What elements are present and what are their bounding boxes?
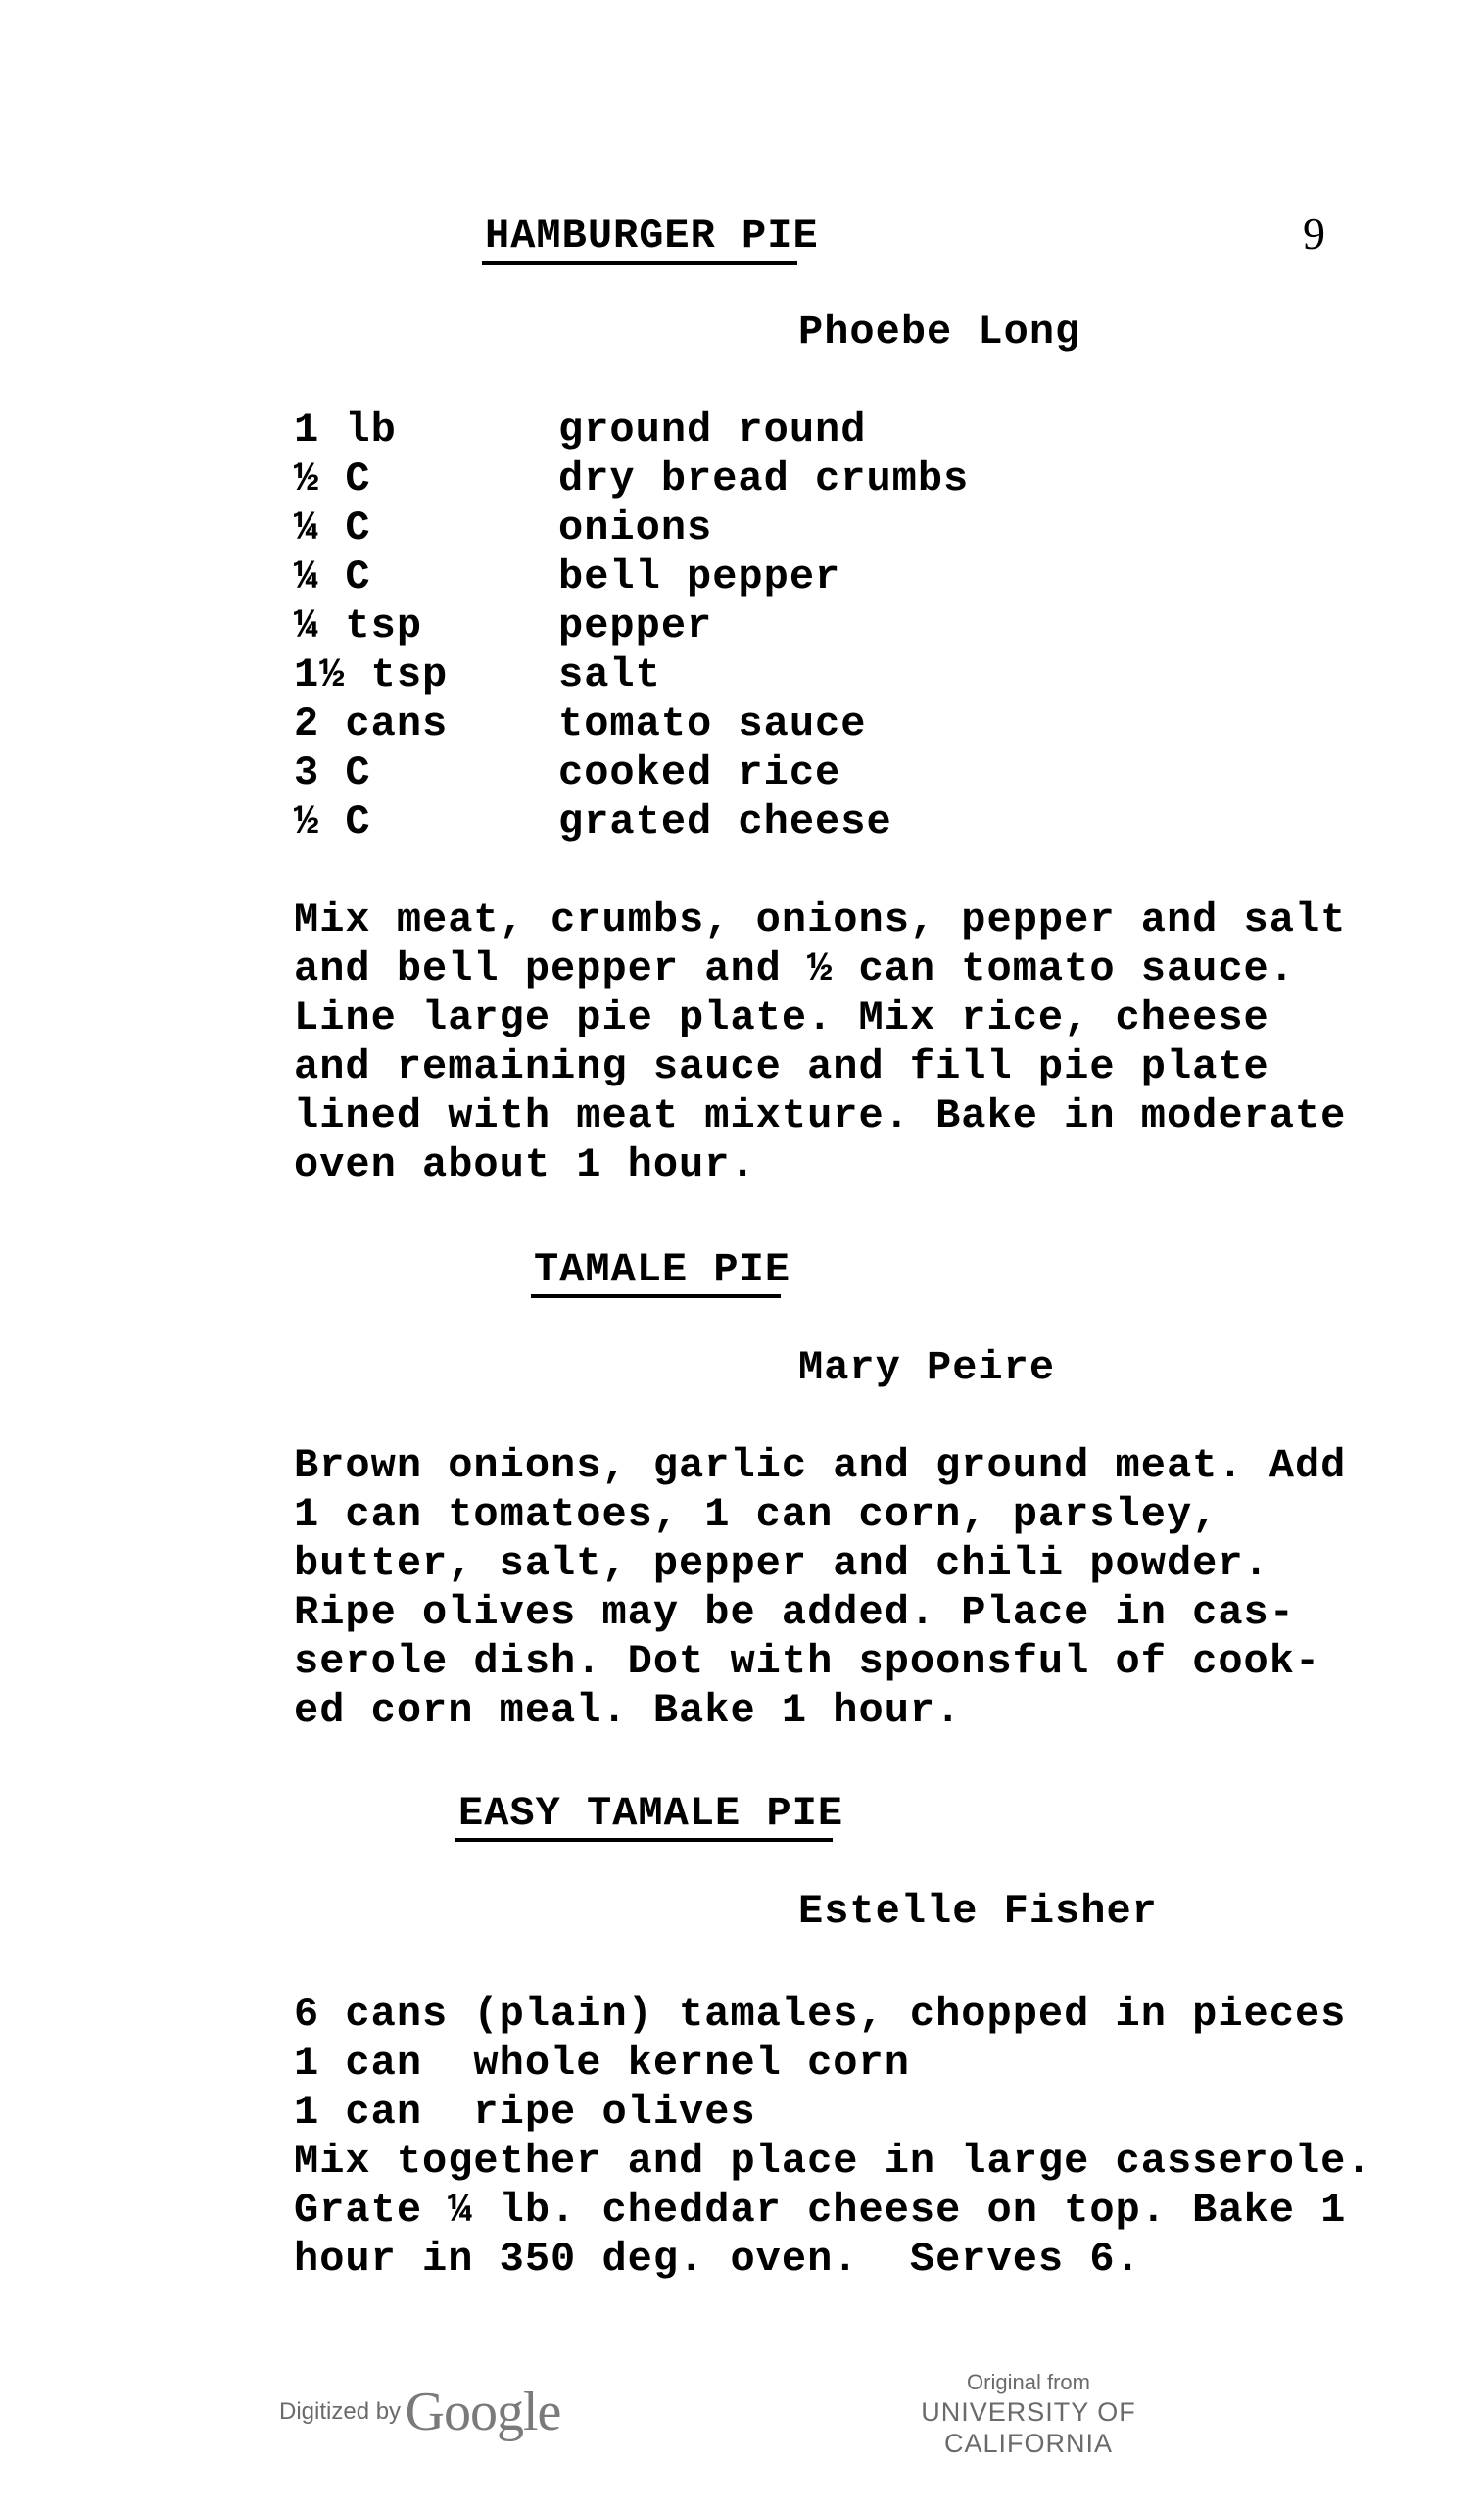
direction-line: Mix together and place in large casserole. [294,2138,1372,2185]
ingredient-qty: ¼ C [294,505,371,552]
direction-line: butter, salt, pepper and chili powder. [294,1540,1269,1587]
ingredient-item: salt [558,651,661,699]
direction-line: 1 can whole kernel corn [294,2040,910,2087]
direction-line: Brown onions, garlic and ground meat. Add [294,1442,1347,1489]
ingredient-item: grated cheese [558,798,892,845]
recipe-title: EASY TAMALE PIE [458,1790,844,1837]
title-underline [531,1294,781,1298]
google-logo: Google [405,2382,561,2442]
recipe-title: TAMALE PIE [534,1246,791,1293]
direction-line: lined with meat mixture. Bake in moderate [294,1092,1347,1139]
ingredient-qty: 3 C [294,749,371,796]
ingredient-qty: 1½ tsp [294,651,449,699]
ingredient-qty: ¼ C [294,554,371,601]
digitized-by-label: Digitized by [279,2398,402,2425]
ingredient-item: onions [558,505,713,552]
recipe-author: Estelle Fisher [798,1888,1158,1935]
ingredient-qty: ¼ tsp [294,603,423,650]
direction-line: ed corn meal. Bake 1 hour. [294,1687,962,1734]
ingredient-qty: ½ C [294,798,371,845]
direction-line: 1 can tomatoes, 1 can corn, parsley, [294,1491,1219,1538]
page-number: 9 [1303,209,1325,259]
title-underline [455,1838,833,1842]
direction-line: and remaining sauce and fill pie plate [294,1043,1269,1090]
ingredient-item: tomato sauce [558,700,867,748]
direction-line: 1 can ripe olives [294,2089,756,2136]
recipe-title: HAMBURGER PIE [485,213,819,260]
original-source [852,2369,1205,2459]
direction-line: 6 cans (plain) tamales, chopped in pieces [294,1991,1347,2038]
ingredient-qty: 2 cans [294,700,449,748]
ingredient-item: cooked rice [558,749,841,796]
direction-line: and bell pepper and ½ can tomato sauce. [294,945,1295,992]
ingredient-qty: 1 lb [294,407,397,454]
direction-line: Ripe olives may be added. Place in cas- [294,1589,1295,1636]
ingredient-item: ground round [558,407,867,454]
digitized-by-google [279,2381,560,2443]
institution-name: UNIVERSITY OF CALIFORNIA [921,2397,1136,2458]
original-from-label: Original from [967,2370,1090,2394]
direction-line: oven about 1 hour. [294,1141,756,1188]
recipe-author: Mary Peire [798,1344,1056,1391]
direction-line: Line large pie plate. Mix rice, cheese [294,994,1269,1041]
ingredient-item: pepper [558,603,713,650]
direction-line: Mix meat, crumbs, onions, pepper and salt [294,896,1347,943]
direction-line: serole dish. Dot with spoonsful of cook- [294,1638,1321,1685]
ingredient-qty: ½ C [294,456,371,503]
ingredient-item: bell pepper [558,554,841,601]
ingredient-item: dry bread crumbs [558,456,970,503]
direction-line: Grate ¼ lb. cheddar cheese on top. Bake 1 [294,2187,1347,2234]
direction-line: hour in 350 deg. oven. Serves 6. [294,2236,1141,2283]
title-underline [482,261,797,265]
recipe-author: Phoebe Long [798,309,1081,356]
